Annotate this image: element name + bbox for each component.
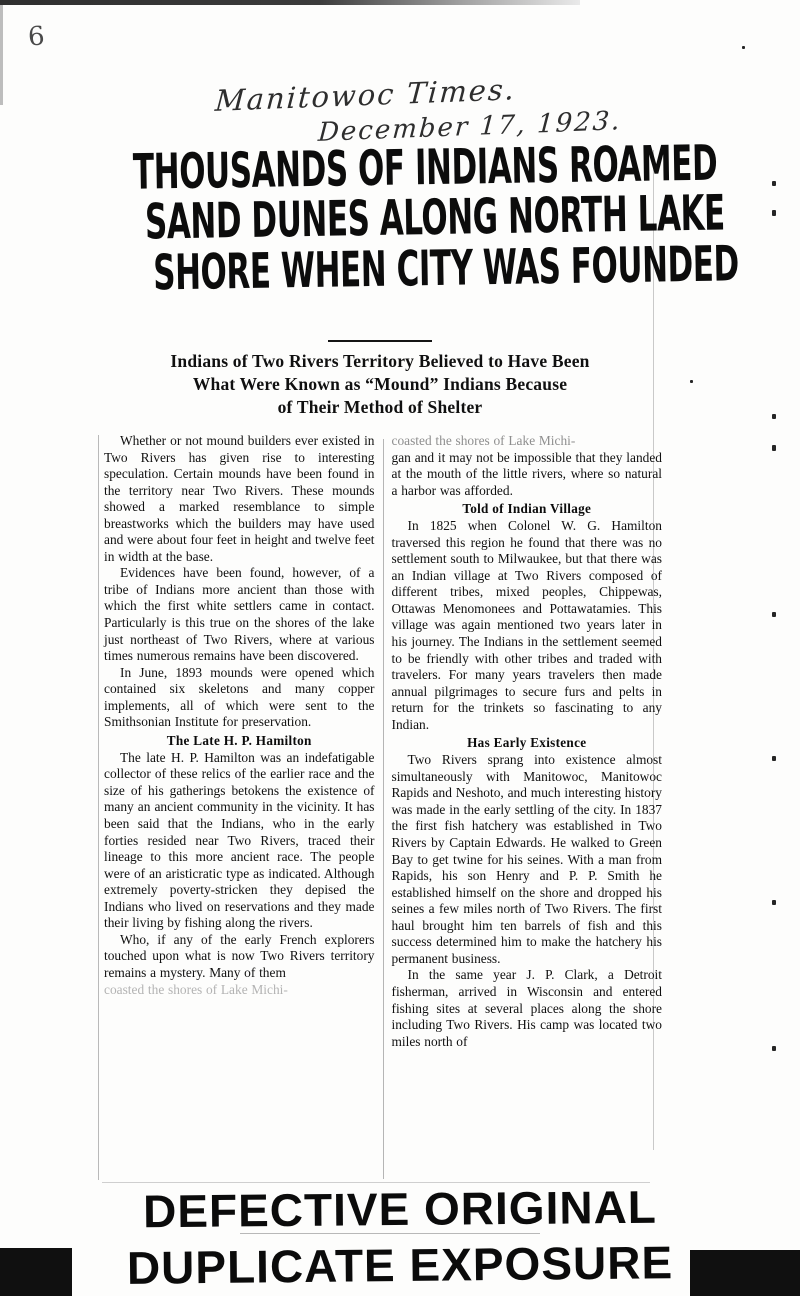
section-heading: The Late H. P. Hamilton [166,732,312,748]
scan-speck [690,380,693,383]
paragraph-continuation: coasted the shores of Lake Michi- [391,433,576,448]
subhead-line-3: of Their Method of Shelter [277,397,483,418]
scan-speck [772,181,776,186]
defective-original-banner [0,1180,800,1296]
paragraph: Whether or not mound builders ever existed in Two Rivers has given rise to interesting speculation. Certain mounds have been found in the territory near Two Rivers. These mounds showed a marked resemblance to simple breastworks which the builders may have used and were about four feet in height and twelve feet in width at the base. [104,433,375,564]
scan-speck [772,1046,776,1051]
scan-speck [772,445,776,451]
scan-speck [772,210,776,216]
newspaper-clipping [98,135,740,1190]
article-columns [98,433,664,1179]
handwritten-page-number: 6 [26,21,46,53]
scan-speck [772,756,776,761]
scan-top-edge-artifact [0,0,580,5]
headline-line-2: SAND DUNES ALONG NORTH LAKE [144,185,726,252]
banner-line-duplicate-exposure: DUPLICATE EXPOSURE [126,1236,674,1294]
paragraph: Two Rivers sprang into existence almost simultaneously with Manitowoc, Manitowoc Rapids and Neshoto, and much interesting history was made in the early settling of the city. In 1837 the first fish hatchery was established in Two Rivers by Captain Edwards. He walked to Green Bay to get twine for his seines. With a man from Rapids, his son Henry and P. P. Smith he established himself on the shore and dropped his seines a few miles north of Two Rivers. The first haul brought him ten barrels of fish and this success determined him to make the hatchery his permanent business. [391,752,662,966]
article-column-right [390,433,665,1179]
paragraph: In 1825 when Colonel W. G. Hamilton traversed this region he found that there was no settlement south to Milwaukee, but that there was an Indian village at Two Rivers composed of different tribes, mixed peoples, Chippewas, Ottawas Menomonees and Pottawatamies. This village was again mentioned two years later in his journey. The Indians in the settlement seemed to be friendly with other tribes and traded with travelers. For many years travelers then made annual pilgrimages to secure furs and pelts in return for the trinkets so fascinating to any Indian. [391,518,662,732]
scan-speck [772,900,776,905]
headline-line-1: THOUSANDS OF INDIANS ROAMED [132,135,718,201]
section-heading: Told of Indian Village [462,501,592,517]
scan-speck [772,612,776,617]
subhead-divider-rule [328,340,432,342]
subhead-line-1: Indians of Two Rivers Territory Believed to Have Been [170,351,590,371]
handwritten-date-note: December 17, 1923. [317,106,623,148]
scan-speck [772,414,776,419]
scan-left-edge-artifact [0,5,3,105]
paragraph: The late H. P. Hamilton was an indefatigable collector of these relics of the earlier race and the size of his gatherings betokens the existence of many an ancient community in the vicinity. It has been said that the Indians, who in the early forties resided near Two Rivers, traced their lineage to this more ancient race. The people were of an aristicratic type as indicated. Although extremely poverty-stricken they depised the Indians who lived on reservations and they made their living by fishing along the rivers. [104,749,375,931]
article-headline [99,135,740,306]
subhead-line-2: What Were Known as “Mound” Indians Because [192,374,568,395]
paragraph: Who, if any of the early French explorers touched upon what is now Two Rivers territory remains a mystery. Many of them [104,931,375,980]
scan-speck [742,46,745,49]
paragraph: In June, 1893 mounds were opened which contained six skeletons and many copper implements, all of which were sent to the Smithsonian Institute for preservation. [104,664,375,730]
banner-line-defective-original: DEFECTIVE ORIGINAL [142,1180,658,1238]
handwritten-source-note: Manitowoc Times. [213,72,518,118]
paragraph: In the same year J. P. Clark, a Detroit fisherman, arrived in Wisconsin and entered fishing sites at several places along the shore including Two Rivers. His camp was located two miles north of [391,967,662,1049]
paragraph: Evidences have been found, however, of a tribe of Indians more ancient than those with which the first white settlers came in contact. Particularly is this true on the shores of the lake just northeast of Two Rivers, where at various times numerous remains have been discovered. [104,565,375,664]
paragraph-cutoff: coasted the shores of Lake Michi- [104,981,288,997]
paragraph: gan and it may not be impossible that they landed at the mouth of the little rivers, where so natural a harbor was afforded. [391,449,662,498]
headline-line-3: SHORE WHEN CITY WAS FOUNDED [152,236,740,302]
article-column-left [102,433,377,1179]
article-subhead [104,340,656,419]
section-heading: Has Early Existence [467,735,587,751]
column-divider-rule [383,439,384,1179]
